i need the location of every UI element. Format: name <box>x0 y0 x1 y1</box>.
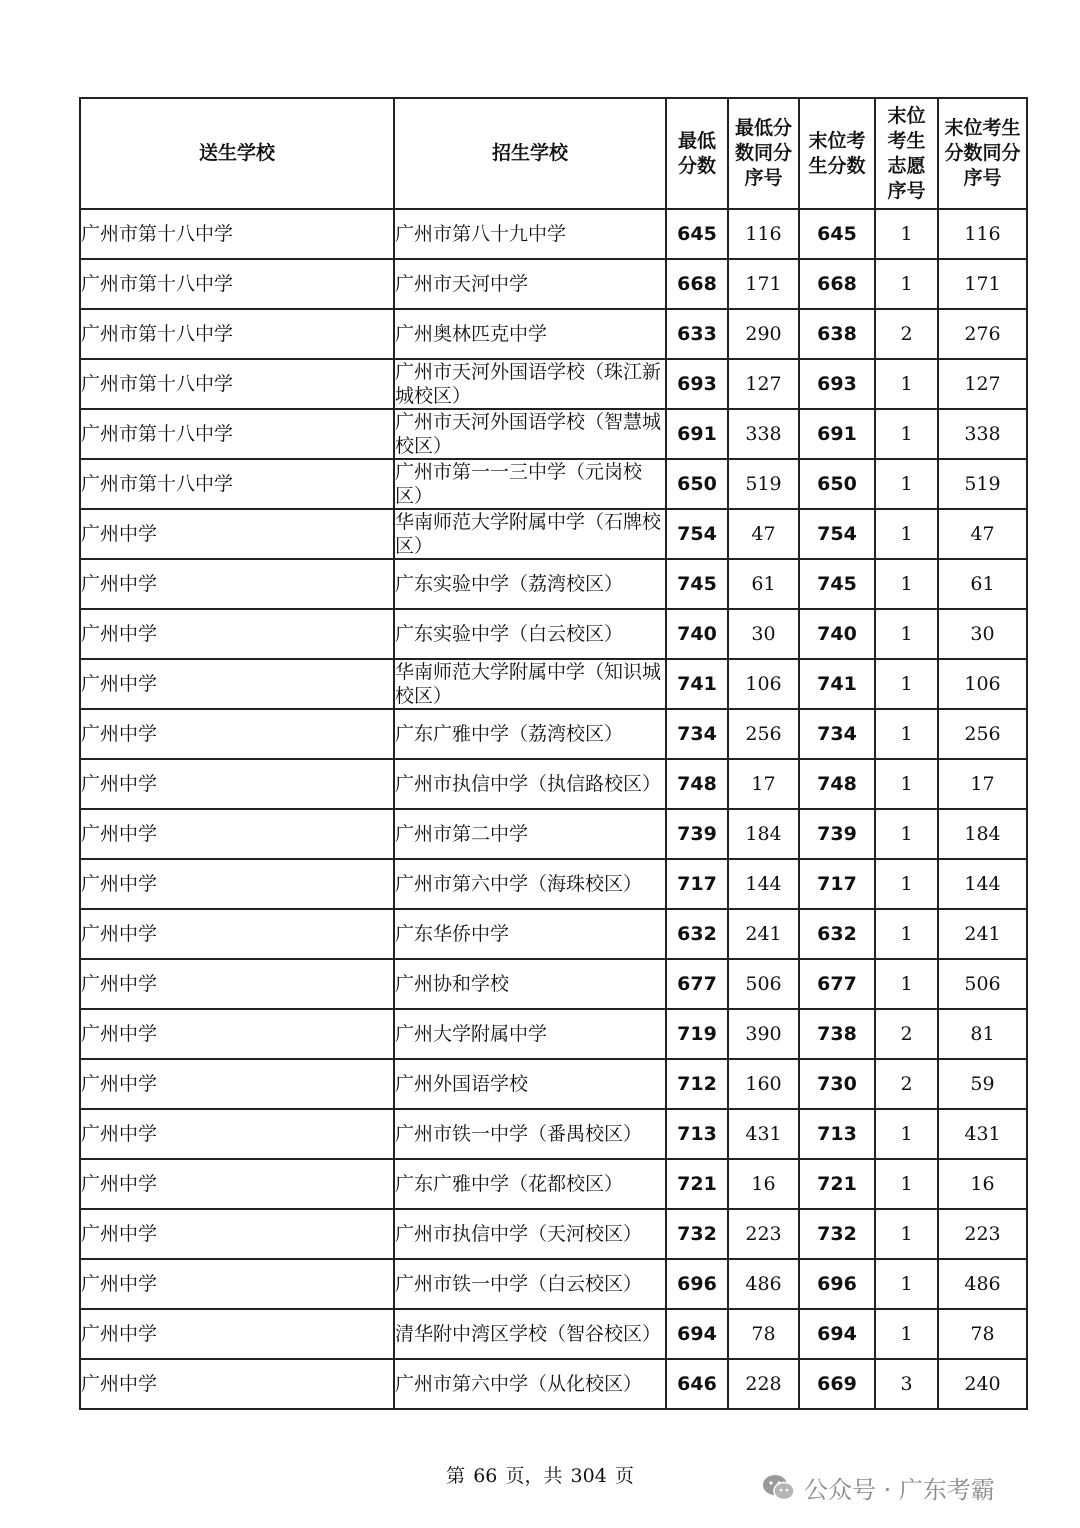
min-score-rank-cell: 47 <box>728 509 799 559</box>
last-choice-cell: 1 <box>875 1309 938 1359</box>
last-score-cell: 754 <box>799 509 875 559</box>
header-min-score <box>666 98 728 209</box>
recv-school-cell: 广州市天河外国语学校（珠江新城校区） <box>394 359 666 409</box>
last-score-cell: 721 <box>799 1159 875 1209</box>
send-school-cell: 广州中学 <box>80 859 394 909</box>
footer-prefix: 第 <box>446 1465 466 1487</box>
last-choice-cell: 1 <box>875 609 938 659</box>
header-line: 数同分 <box>734 142 792 164</box>
last-rank-cell: 16 <box>938 1159 1027 1209</box>
last-rank-cell: 78 <box>938 1309 1027 1359</box>
recv-school-cell: 广州协和学校 <box>394 959 666 1009</box>
last-rank-cell: 223 <box>938 1209 1027 1259</box>
last-rank-cell: 184 <box>938 809 1027 859</box>
table-body <box>80 209 1027 1409</box>
last-rank-cell: 171 <box>938 259 1027 309</box>
min-score-cell: 668 <box>666 259 728 309</box>
table-row <box>80 459 1027 509</box>
recv-school-cell: 广州大学附属中学 <box>394 1009 666 1059</box>
header-line: 末位考 <box>808 129 866 152</box>
last-score-cell: 734 <box>799 709 875 759</box>
table-row <box>80 359 1027 409</box>
min-score-rank-cell: 256 <box>728 709 799 759</box>
send-school-cell: 广州市第十八中学 <box>80 209 394 259</box>
send-school-cell: 广州中学 <box>80 1309 394 1359</box>
last-rank-cell: 431 <box>938 1109 1027 1159</box>
last-score-cell: 732 <box>799 1209 875 1259</box>
header-recv-school <box>394 98 666 209</box>
watermark <box>762 1470 995 1505</box>
recv-school-cell: 广州市第六中学（海珠校区） <box>394 859 666 909</box>
send-school-cell: 广州中学 <box>80 609 394 659</box>
min-score-cell: 713 <box>666 1109 728 1159</box>
send-school-cell: 广州中学 <box>80 709 394 759</box>
min-score-cell: 646 <box>666 1359 728 1409</box>
last-rank-cell: 106 <box>938 659 1027 709</box>
min-score-cell: 719 <box>666 1009 728 1059</box>
recv-school-cell: 华南师范大学附属中学（知识城校区） <box>394 659 666 709</box>
min-score-rank-cell: 16 <box>728 1159 799 1209</box>
send-school-cell: 广州中学 <box>80 759 394 809</box>
last-score-cell: 713 <box>799 1109 875 1159</box>
min-score-rank-cell: 486 <box>728 1259 799 1309</box>
recv-school-cell: 华南师范大学附属中学（石牌校区） <box>394 509 666 559</box>
recv-school-cell: 广东广雅中学（荔湾校区） <box>394 709 666 759</box>
table-row <box>80 809 1027 859</box>
header-line: 末位考生 <box>944 117 1021 139</box>
last-rank-cell: 59 <box>938 1059 1027 1109</box>
last-choice-cell: 1 <box>875 1159 938 1209</box>
watermark-text: 公众号 · 广东考霸 <box>804 1476 995 1504</box>
last-rank-cell: 30 <box>938 609 1027 659</box>
recv-school-cell: 广州奥林匹克中学 <box>394 309 666 359</box>
min-score-cell: 691 <box>666 409 728 459</box>
header-line: 招生学校 <box>491 142 568 164</box>
last-choice-cell: 1 <box>875 409 938 459</box>
min-score-rank-cell: 78 <box>728 1309 799 1359</box>
table-row <box>80 759 1027 809</box>
last-choice-cell: 1 <box>875 559 938 609</box>
min-score-cell: 748 <box>666 759 728 809</box>
header-row <box>80 98 1027 209</box>
header-line: 志愿 <box>887 154 926 177</box>
header-send-school <box>80 98 394 209</box>
min-score-cell: 677 <box>666 959 728 1009</box>
last-rank-cell: 241 <box>938 909 1027 959</box>
min-score-rank-cell: 506 <box>728 959 799 1009</box>
last-choice-cell: 1 <box>875 909 938 959</box>
wechat-icon <box>762 1473 796 1503</box>
table-row <box>80 1359 1027 1409</box>
last-choice-cell: 1 <box>875 259 938 309</box>
min-score-rank-cell: 171 <box>728 259 799 309</box>
send-school-cell: 广州中学 <box>80 959 394 1009</box>
last-score-cell: 730 <box>799 1059 875 1109</box>
last-rank-cell: 486 <box>938 1259 1027 1309</box>
table-row <box>80 1309 1027 1359</box>
table-row <box>80 509 1027 559</box>
min-score-cell: 694 <box>666 1309 728 1359</box>
last-rank-cell: 240 <box>938 1359 1027 1409</box>
recv-school-cell: 广州市天河中学 <box>394 259 666 309</box>
min-score-cell: 739 <box>666 809 728 859</box>
recv-school-cell: 广东华侨中学 <box>394 909 666 959</box>
table-row <box>80 859 1027 909</box>
table-row <box>80 1209 1027 1259</box>
last-choice-cell: 3 <box>875 1359 938 1409</box>
last-score-cell: 691 <box>799 409 875 459</box>
min-score-rank-cell: 241 <box>728 909 799 959</box>
recv-school-cell: 广州市铁一中学（番禺校区） <box>394 1109 666 1159</box>
last-score-cell: 717 <box>799 859 875 909</box>
header-last-rank <box>938 98 1027 209</box>
last-rank-cell: 116 <box>938 209 1027 259</box>
last-choice-cell: 1 <box>875 509 938 559</box>
min-score-cell: 754 <box>666 509 728 559</box>
header-line: 最低 <box>677 129 716 152</box>
table-row <box>80 1109 1027 1159</box>
last-choice-cell: 1 <box>875 1109 938 1159</box>
min-score-cell: 745 <box>666 559 728 609</box>
last-choice-cell: 1 <box>875 209 938 259</box>
min-score-cell: 693 <box>666 359 728 409</box>
last-rank-cell: 338 <box>938 409 1027 459</box>
last-choice-cell: 2 <box>875 1059 938 1109</box>
min-score-cell: 633 <box>666 309 728 359</box>
last-choice-cell: 1 <box>875 359 938 409</box>
min-score-rank-cell: 61 <box>728 559 799 609</box>
min-score-rank-cell: 144 <box>728 859 799 909</box>
last-score-cell: 696 <box>799 1259 875 1309</box>
last-score-cell: 740 <box>799 609 875 659</box>
header-line: 分数 <box>677 154 716 177</box>
header-line: 序号 <box>744 167 783 189</box>
send-school-cell: 广州中学 <box>80 1259 394 1309</box>
min-score-rank-cell: 223 <box>728 1209 799 1259</box>
table-row <box>80 1259 1027 1309</box>
min-score-cell: 632 <box>666 909 728 959</box>
min-score-rank-cell: 519 <box>728 459 799 509</box>
recv-school-cell: 广州外国语学校 <box>394 1059 666 1109</box>
send-school-cell: 广州中学 <box>80 1209 394 1259</box>
table-row <box>80 909 1027 959</box>
last-rank-cell: 17 <box>938 759 1027 809</box>
table-row <box>80 1159 1027 1209</box>
recv-school-cell: 广州市铁一中学（白云校区） <box>394 1259 666 1309</box>
footer-mid: 页，共 <box>505 1465 563 1487</box>
header-line: 生分数 <box>808 154 866 177</box>
header-line: 序号 <box>887 179 926 202</box>
min-score-rank-cell: 184 <box>728 809 799 859</box>
last-choice-cell: 1 <box>875 809 938 859</box>
last-score-cell: 748 <box>799 759 875 809</box>
recv-school-cell: 广州市天河外国语学校（智慧城校区） <box>394 409 666 459</box>
min-score-rank-cell: 290 <box>728 309 799 359</box>
admission-table <box>79 97 1028 1410</box>
recv-school-cell: 清华附中湾区学校（智谷校区） <box>394 1309 666 1359</box>
send-school-cell: 广州中学 <box>80 509 394 559</box>
send-school-cell: 广州中学 <box>80 1059 394 1109</box>
min-score-cell: 712 <box>666 1059 728 1109</box>
last-score-cell: 632 <box>799 909 875 959</box>
recv-school-cell: 广州市第一一三中学（元岗校区） <box>394 459 666 509</box>
send-school-cell: 广州中学 <box>80 909 394 959</box>
send-school-cell: 广州中学 <box>80 659 394 709</box>
min-score-cell: 741 <box>666 659 728 709</box>
last-score-cell: 668 <box>799 259 875 309</box>
send-school-cell: 广州中学 <box>80 1009 394 1059</box>
min-score-rank-cell: 127 <box>728 359 799 409</box>
last-score-cell: 638 <box>799 309 875 359</box>
header-line: 考生 <box>887 129 926 152</box>
recv-school-cell: 广东广雅中学（花都校区） <box>394 1159 666 1209</box>
table-row <box>80 609 1027 659</box>
send-school-cell: 广州中学 <box>80 809 394 859</box>
send-school-cell: 广州中学 <box>80 1359 394 1409</box>
recv-school-cell: 广州市第六中学（从化校区） <box>394 1359 666 1409</box>
send-school-cell: 广州中学 <box>80 1159 394 1209</box>
recv-school-cell: 广州市执信中学（天河校区） <box>394 1209 666 1259</box>
last-score-cell: 677 <box>799 959 875 1009</box>
last-choice-cell: 1 <box>875 1209 938 1259</box>
recv-school-cell: 广州市第八十九中学 <box>394 209 666 259</box>
header-line: 末位 <box>887 104 926 127</box>
min-score-rank-cell: 30 <box>728 609 799 659</box>
last-choice-cell: 1 <box>875 859 938 909</box>
footer-suffix: 页 <box>614 1465 634 1487</box>
last-score-cell: 694 <box>799 1309 875 1359</box>
min-score-cell: 696 <box>666 1259 728 1309</box>
min-score-cell: 717 <box>666 859 728 909</box>
last-score-cell: 741 <box>799 659 875 709</box>
last-score-cell: 645 <box>799 209 875 259</box>
last-rank-cell: 81 <box>938 1009 1027 1059</box>
min-score-rank-cell: 338 <box>728 409 799 459</box>
table-row <box>80 559 1027 609</box>
last-choice-cell: 1 <box>875 709 938 759</box>
table-row <box>80 1009 1027 1059</box>
last-rank-cell: 519 <box>938 459 1027 509</box>
min-score-rank-cell: 390 <box>728 1009 799 1059</box>
table-row <box>80 709 1027 759</box>
last-choice-cell: 1 <box>875 459 938 509</box>
last-rank-cell: 47 <box>938 509 1027 559</box>
table-row <box>80 659 1027 709</box>
last-score-cell: 739 <box>799 809 875 859</box>
min-score-rank-cell: 116 <box>728 209 799 259</box>
last-choice-cell: 1 <box>875 659 938 709</box>
min-score-rank-cell: 106 <box>728 659 799 709</box>
table-row <box>80 259 1027 309</box>
last-score-cell: 693 <box>799 359 875 409</box>
send-school-cell: 广州市第十八中学 <box>80 309 394 359</box>
last-choice-cell: 2 <box>875 309 938 359</box>
last-score-cell: 650 <box>799 459 875 509</box>
min-score-cell: 732 <box>666 1209 728 1259</box>
send-school-cell: 广州市第十八中学 <box>80 359 394 409</box>
footer-total-pages: 304 <box>570 1465 607 1487</box>
recv-school-cell: 广州市执信中学（执信路校区） <box>394 759 666 809</box>
table-row <box>80 409 1027 459</box>
recv-school-cell: 广东实验中学（白云校区） <box>394 609 666 659</box>
last-rank-cell: 144 <box>938 859 1027 909</box>
last-rank-cell: 127 <box>938 359 1027 409</box>
min-score-cell: 740 <box>666 609 728 659</box>
header-line: 序号 <box>963 167 1002 189</box>
send-school-cell: 广州市第十八中学 <box>80 459 394 509</box>
last-choice-cell: 1 <box>875 1259 938 1309</box>
min-score-rank-cell: 160 <box>728 1059 799 1109</box>
last-choice-cell: 2 <box>875 1009 938 1059</box>
last-rank-cell: 276 <box>938 309 1027 359</box>
min-score-rank-cell: 17 <box>728 759 799 809</box>
last-score-cell: 669 <box>799 1359 875 1409</box>
table-row <box>80 959 1027 1009</box>
min-score-rank-cell: 431 <box>728 1109 799 1159</box>
send-school-cell: 广州市第十八中学 <box>80 409 394 459</box>
send-school-cell: 广州市第十八中学 <box>80 259 394 309</box>
last-score-cell: 738 <box>799 1009 875 1059</box>
header-line: 分数同分 <box>944 142 1021 164</box>
send-school-cell: 广州中学 <box>80 559 394 609</box>
last-rank-cell: 61 <box>938 559 1027 609</box>
table-row <box>80 309 1027 359</box>
min-score-cell: 650 <box>666 459 728 509</box>
last-rank-cell: 506 <box>938 959 1027 1009</box>
min-score-cell: 734 <box>666 709 728 759</box>
header-min-score-rank <box>728 98 799 209</box>
send-school-cell: 广州中学 <box>80 1109 394 1159</box>
footer-page-number: 66 <box>473 1465 498 1487</box>
min-score-cell: 721 <box>666 1159 728 1209</box>
last-rank-cell: 256 <box>938 709 1027 759</box>
table-row <box>80 209 1027 259</box>
last-choice-cell: 1 <box>875 959 938 1009</box>
min-score-rank-cell: 228 <box>728 1359 799 1409</box>
recv-school-cell: 广东实验中学（荔湾校区） <box>394 559 666 609</box>
header-last-choice <box>875 98 938 209</box>
header-line: 送生学校 <box>198 142 275 164</box>
last-choice-cell: 1 <box>875 759 938 809</box>
last-score-cell: 745 <box>799 559 875 609</box>
header-line: 最低分 <box>734 117 792 139</box>
table-row <box>80 1059 1027 1109</box>
header-last-score <box>799 98 875 209</box>
min-score-cell: 645 <box>666 209 728 259</box>
recv-school-cell: 广州市第二中学 <box>394 809 666 859</box>
